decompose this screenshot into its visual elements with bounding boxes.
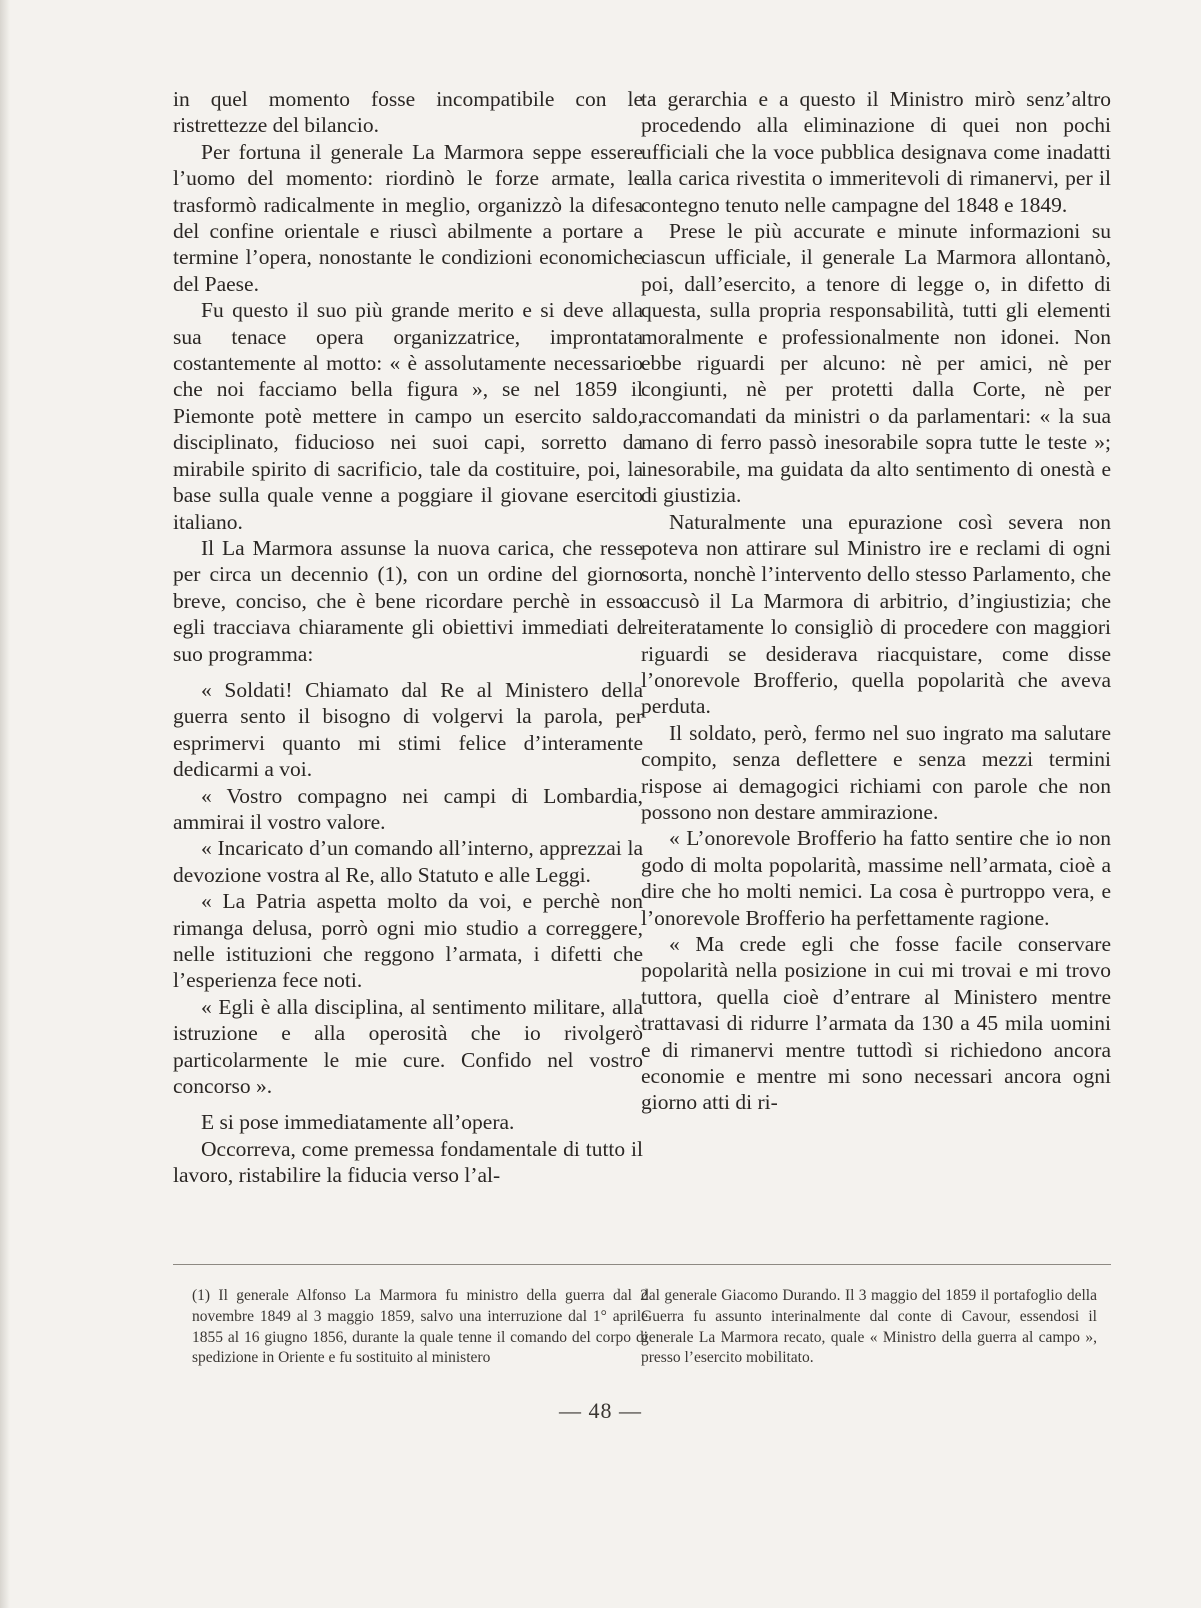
footnote-text: (1) Il generale Alfonso La Marmora fu ministro della guerra dal 2 novembre 1849 al 3 maggio 1859, salvo una interruzione dal 1° aprile 1855 al 16 giugno 1856, durante la quale tenne il comando del corpo di spedizione in Oriente e fu sostituito al ministero <box>192 1287 648 1367</box>
paragraph: Occorreva, come premessa fondamentale di tutto il lavoro, ristabilire la fiducia verso l’al- <box>173 1136 643 1188</box>
paragraph: Prese le più accurate e minute informazioni su ciascun ufficiale, il generale La Marmora allontanò, poi, dall’esercito, a tenore di legge o, in difetto di questa, sulla propria responsabilità, tutti gli elementi moralmente e professionalmente non idonei. Non ebbe riguardi per alcuno: nè per amici, nè per congiunti, nè per protetti dalla Corte, nè per raccomandati da ministri o da parlamentari: « la sua mano di ferro passò inesorabile sopra tutte le teste »; inesorabile, ma guidata da alto sentimento di onestà e di giustizia. <box>641 219 1111 508</box>
page-number: — 48 — <box>559 1398 642 1423</box>
right-text-column <box>641 86 1111 1116</box>
paragraph: in quel momento fosse incompatibile con le ristrettezze del bilancio. <box>173 87 643 138</box>
paragraph: Fu questo il suo più grande merito e si deve alla sua tenace opera organizzatrice, improntata costantemente al motto: « è assolutamente necessario che noi facciamo bella figura », se nel 1859 il Piemonte potè mettere in campo un esercito saldo, disciplinato, fiducioso nei suoi capi, sorretto da mirabile spirito di sacrificio, tale da costituire, poi, la base sulla quale venne a poggiare il giovane esercito italiano. <box>173 298 643 534</box>
footnote-right <box>641 1286 1097 1369</box>
quote-paragraph: « L’onorevole Brofferio ha fatto sentire che io non godo di molta popolarità, massime nell’armata, cioè a dire che ho molti nemici. La cosa è purtroppo vera, e l’onorevole Brofferio ha perfettamente ragione. <box>641 826 1111 930</box>
footnote-divider <box>173 1264 1111 1265</box>
page-edge-shadow <box>0 0 10 1608</box>
paragraph: ta gerarchia e a questo il Ministro mirò senz’altro procedendo alla eliminazione di quei non pochi ufficiali che la voce pubblica designava come inadatti alla carica rivestita o immeritevoli di rimanervi, per il contegno tenuto nelle campagne del 1848 e 1849. <box>641 87 1111 217</box>
paragraph: Naturalmente una epurazione così severa non poteva non attirare sul Ministro ire e reclami di ogni sorta, nonchè l’intervento dello stesso Parlamento, che accusò il La Marmora di arbitrio, d’ingiustizia; che reiteratamente lo consigliò di procedere con maggiori riguardi se desiderava riacquistare, come disse l’onorevole Brofferio, quella popolarità che aveva perduta. <box>641 509 1111 719</box>
quote-paragraph: « Vostro compagno nei campi di Lombardia, ammirai il vostro valore. <box>173 783 643 834</box>
quote-paragraph: « Soldati! Chiamato dal Re al Ministero della guerra sento il bisogno di volgervi la parola, per esprimervi quanto mi stimi felice d’interamente dedicarmi a voi. <box>173 677 643 782</box>
footnote-text: dal generale Giacomo Durando. Il 3 maggio del 1859 il portafoglio della Guerra fu assunto interinalmente dal conte di Cavour, essendosi il generale La Marmora recato, quale « Ministro della guerra al campo », presso l’esercito mobilitato. <box>641 1287 1097 1367</box>
footnote-left <box>192 1286 648 1369</box>
quote-paragraph: « Ma crede egli che fosse facile conservare popolarità nella posizione in cui mi trovai e mi trovo tuttora, quella cioè d’entrare al Ministero mentre trattavasi di ridurre l’armata da 130 a 45 mila uomini e di rimanervi mentre tuttodì si richiedono ancora economie e mentre mi sono necessari ancora ogni giorno atti di ri- <box>641 932 1111 1115</box>
paragraph: Per fortuna il generale La Marmora seppe essere l’uomo del momento: riordinò le forze armate, le trasformò radicalmente in meglio, organizzò la difesa del confine orientale e riuscì abilmente a portare a termine l’opera, nonostante le condizioni economiche del Paese. <box>173 139 643 296</box>
quote-paragraph: « Incaricato d’un comando all’interno, apprezzai la devozione vostra al Re, allo Statuto e alle Leggi. <box>173 836 643 887</box>
paragraph: Il soldato, però, fermo nel suo ingrato ma salutare compito, senza deflettere e senza mezzi termini rispose ai demagogici richiami con parole che non possono non destare ammirazione. <box>641 720 1111 824</box>
paragraph: E si pose immediatamente all’opera. <box>201 1110 515 1135</box>
quote-paragraph: « La Patria aspetta molto da voi, e perchè non rimanga delusa, porrò ogni mio studio a correggere, nelle istituzioni che reggono l’armata, i difetti che l’esperienza fece noti. <box>173 889 643 993</box>
paragraph: Il La Marmora assunse la nuova carica, che resse per circa un decennio (1), con un ordine del giorno breve, conciso, che è bene ricordare perchè in esso egli tracciava chiaramente gli obiettivi immediati del suo programma: <box>173 535 643 666</box>
quote-paragraph: « Egli è alla disciplina, al sentimento militare, alla istruzione e alla operosità che io rivolgerò particolarmente le mie cure. Confido nel vostro concorso ». <box>173 994 643 1099</box>
left-text-column <box>173 86 643 1189</box>
